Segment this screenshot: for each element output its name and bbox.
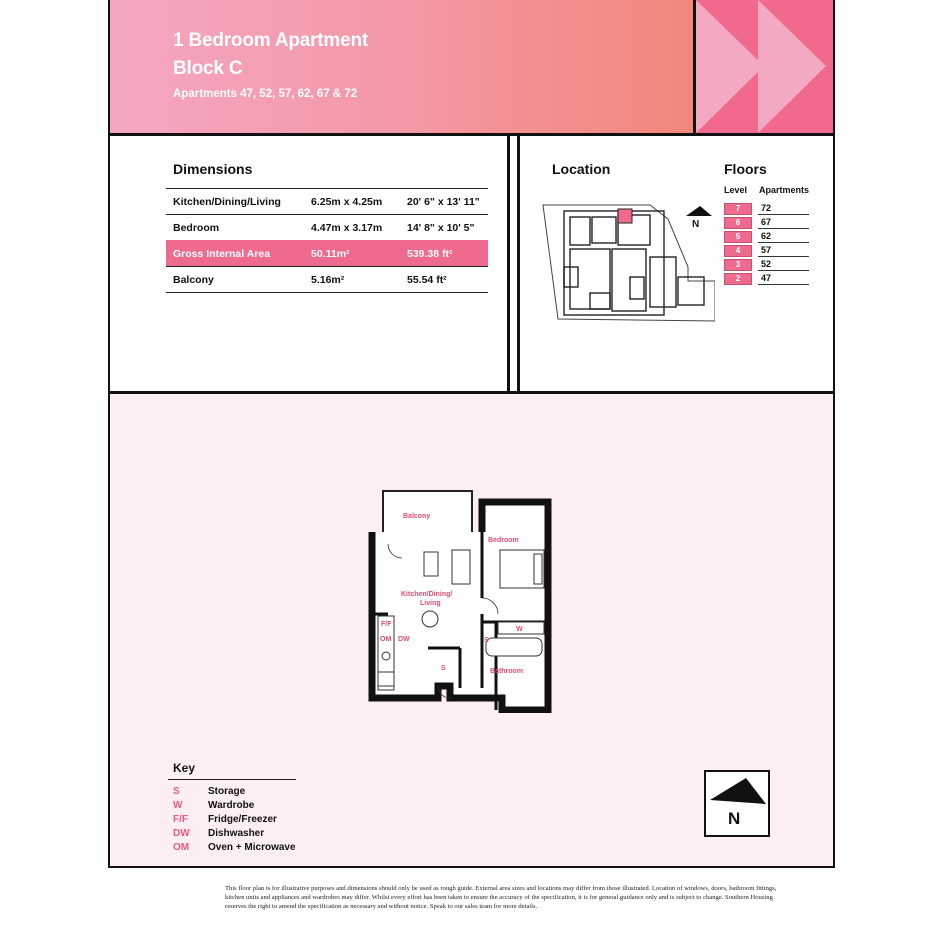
north-label: N [728, 809, 741, 828]
apartment-number: 62 [761, 231, 772, 241]
divider [758, 256, 809, 257]
north-arrow-icon [706, 772, 768, 812]
divider [110, 866, 835, 868]
apartment-number: 52 [761, 259, 772, 269]
level-header: Level [724, 185, 748, 195]
chevron-arrows-icon [696, 0, 833, 133]
floor-row [724, 259, 809, 272]
table-row-highlight [166, 240, 488, 266]
north-arrow-icon [686, 206, 714, 222]
floor-row [724, 203, 809, 216]
key-abbr: F/F [173, 814, 188, 825]
page-title: 1 Bedroom Apartment [173, 30, 369, 51]
imperial-size: 539.38 ft² [407, 248, 453, 260]
level-badge: 5 [724, 231, 752, 243]
floor-plan [368, 488, 553, 713]
imperial-size: 20' 6" x 13' 11" [407, 196, 480, 208]
floors-title: Floors [724, 161, 767, 177]
table-row [166, 188, 488, 214]
wardrobe-label: W [516, 626, 523, 633]
room-name: Gross Internal Area [173, 248, 271, 260]
block-title: Block C [173, 58, 243, 79]
key-title: Key [173, 761, 196, 775]
divider [758, 228, 809, 229]
key-desc: Oven + Microwave [208, 842, 296, 853]
key-abbr: OM [173, 842, 190, 853]
room-name: Kitchen/Dining/Living [173, 196, 281, 208]
apartment-number: 47 [761, 273, 772, 283]
floor-row [724, 245, 809, 258]
storage-label-2: S [441, 665, 446, 672]
bathroom-label: Bathroom [490, 668, 524, 675]
key-abbr: S [173, 786, 180, 797]
dimensions-table [166, 188, 488, 293]
metric-size: 6.25m x 4.25m [311, 196, 383, 208]
apartment-number: 67 [761, 217, 772, 227]
key-desc: Dishwasher [208, 828, 265, 839]
room-name: Bedroom [173, 222, 220, 234]
table-row [166, 214, 488, 240]
key-desc: Fridge/Freezer [208, 814, 277, 825]
metric-size: 50.11m² [311, 248, 350, 260]
dimensions-title: Dimensions [173, 161, 253, 177]
level-badge: 3 [724, 259, 752, 271]
divider [507, 136, 510, 392]
divider [758, 214, 809, 215]
divider [110, 133, 835, 136]
metric-size: 4.47m x 3.17m [311, 222, 383, 234]
apartments-header: Apartments [759, 185, 810, 195]
divider [758, 242, 809, 243]
floor-row [724, 217, 809, 230]
table-row [166, 266, 488, 293]
apartment-number: 57 [761, 245, 772, 255]
divider [758, 284, 809, 285]
location-title: Location [552, 161, 611, 177]
ff-label: F/F [381, 621, 392, 628]
room-name: Balcony [173, 274, 214, 286]
dw-label: DW [398, 636, 410, 643]
apartments-subtitle: Apartments 47, 52, 57, 62, 67 & 72 [173, 88, 358, 100]
kitchen-label: Kitchen/Dining/ [401, 591, 453, 598]
om-label: OM [380, 636, 392, 643]
imperial-size: 55.54 ft² [407, 274, 447, 286]
floor-row [724, 273, 809, 286]
key-desc: Wardrobe [208, 800, 255, 811]
level-badge: 2 [724, 273, 752, 285]
metric-size: 5.16m² [311, 274, 345, 286]
balcony-label: Balcony [403, 513, 431, 520]
divider [168, 779, 296, 780]
key-abbr: W [173, 800, 183, 811]
kitchen-label-2: Living [420, 600, 441, 607]
apartment-number: 72 [761, 203, 772, 213]
bedroom-label: Bedroom [488, 537, 519, 544]
storage-label: S [484, 637, 489, 644]
map-north-label: N [692, 219, 700, 230]
divider [693, 0, 696, 133]
level-badge: 6 [724, 217, 752, 229]
floor-row [724, 231, 809, 244]
level-badge: 4 [724, 245, 752, 257]
level-badge: 7 [724, 203, 752, 215]
divider [758, 270, 809, 271]
divider [517, 136, 520, 392]
key-desc: Storage [208, 786, 246, 797]
imperial-size: 14' 8" x 10' 5" [407, 222, 475, 234]
divider [833, 0, 835, 868]
disclaimer-text: This floor plan is for illustrative purposes and dimensions should only be used as rough guide. External area sizes and locations may differ from those illustrated. Location of windows, doors, bathroom fittings, kitchen units and appliances and wardrobes may differ. Whilst every effort has been taken to ensure the accuracy of the specification, it is for general guidance only and is subject to change. Southern Housing reserves the right to amend the specification as necessary and without notice. Speak to our sales team for more details. [225, 885, 777, 910]
key-abbr: DW [173, 828, 190, 839]
